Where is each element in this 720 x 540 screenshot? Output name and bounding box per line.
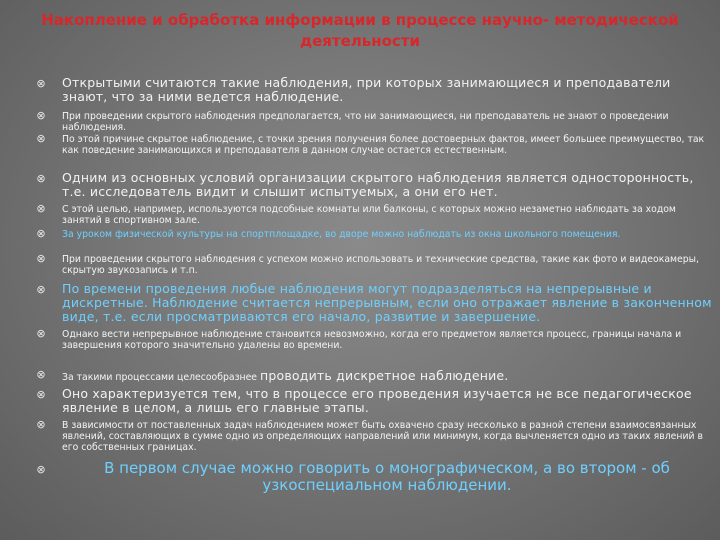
bullet-icon: ⊗ — [36, 77, 46, 90]
list-item-text: С этой целью, например, используются подсобные комнаты или балконы, с которых можно незаметно наблюдать за ходом занятий в спортивном зале. — [62, 204, 676, 226]
list-item-text: По этой причине скрытое наблюдение, с точки зрения получения более достоверных фактов, имеет большее преимущество, так как поведение занимающихся и преподавателя в данном случае остается естественным. — [62, 134, 705, 156]
list-item-text: Однако вести непрерывное наблюдение становится невозможно, когда его предметом является процесс, границы начала и завершения которого значительно удалены во времени. — [62, 329, 682, 351]
list-item-text — [62, 367, 712, 386]
slide-title: Накопление и обработка информации в процессе научно- методической деятельности — [41, 11, 679, 50]
list-item-text: За уроком физической культуры на спортплощадке, во дворе можно наблюдать из окна школьного помещения. — [62, 229, 621, 240]
bullet-icon: ⊗ — [36, 418, 46, 431]
bullet-icon: ⊗ — [36, 132, 46, 145]
list-item-text-large: проводить дискретное наблюдение. — [260, 368, 509, 383]
list-item-text: По времени проведения любые наблюдения могут подразделяться на непрерывные и дискретные. Наблюдение считается непрерывным, если оно отражает явление в законченном виде, т.е. если просматриваются его начало, развитие и завершение. — [62, 281, 712, 324]
bullet-icon: ⊗ — [36, 327, 46, 340]
list-item-text: В зависимости от поставленных задач наблюдением может быть охвачено сразу несколько в разной степени взаимосвязанных явлений, составляющих в сумме одно из определяющих направлений или минимум, когда вычленяется одно из таких явлений в его собственных границах. — [62, 420, 703, 453]
bullet-icon: ⊗ — [36, 227, 46, 240]
bullet-icon: ⊗ — [36, 463, 46, 476]
list-item-text: В первом случае можно говорить о монографическом, а во втором - об узкоспециальном наблюдении. — [104, 459, 670, 494]
bullet-icon: ⊗ — [36, 252, 46, 265]
list-item-text: При проведении скрытого наблюдения с успехом можно использовать и технические средства, такие как фото и видеокамеры, скрытую звукозапись и т.п. — [62, 254, 699, 276]
list-item-text-small: За такими процессами целесообразнее — [62, 372, 260, 383]
bullet-icon: ⊗ — [36, 388, 46, 401]
bullet-icon: ⊗ — [36, 368, 46, 381]
list-item-text: При проведении скрытого наблюдения предполагается, что ни занимающиеся, ни преподаватель не знают о проведении наблюдения. — [62, 111, 669, 133]
bullet-icon: ⊗ — [36, 202, 46, 215]
list-item-text: Оно характеризуется тем, что в процессе его проведения изучается не все педагогическое явление в целом, а лишь его главные этапы. — [62, 386, 692, 415]
list-item-text: Открытыми считаются такие наблюдения, при которых занимающиеся и преподаватели знают, что за ними ведется наблюдение. — [62, 75, 671, 104]
bullet-icon: ⊗ — [36, 172, 46, 185]
bullet-icon: ⊗ — [36, 283, 46, 296]
list-item-text: Одним из основных условий организации скрытого наблюдения является односторонность, т.е. исследователь видит и слышит испытуемых, а они его нет. — [62, 170, 694, 199]
bullet-icon: ⊗ — [36, 109, 46, 122]
